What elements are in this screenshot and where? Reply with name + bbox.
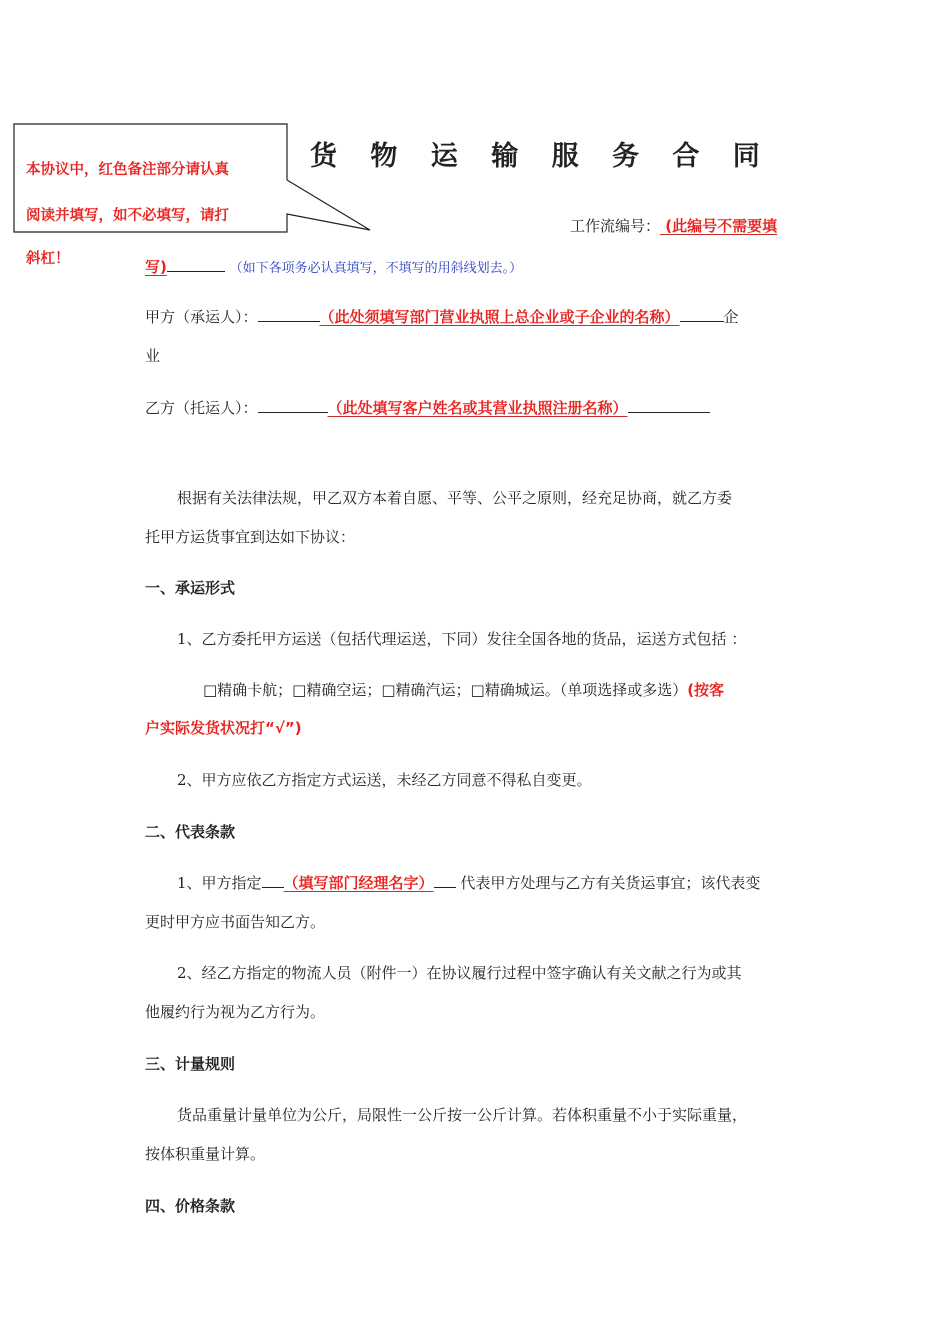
section-1-options-row [203, 679, 724, 700]
intro-line-1: 根据有关法律法规，甲乙双方本着自愿、平等、公平之原则，经充足协商，就乙方委 [177, 489, 733, 507]
workflow-row-2 [145, 256, 522, 277]
party-a-suffix-a: 企 [723, 308, 739, 326]
intro-line-2: 托甲方运货事宜到达如下协议： [145, 528, 356, 546]
party-b-note: （此处填写客户姓名或其营业执照注册名称） [327, 399, 628, 417]
section-2-heading: 二、代表条款 [145, 823, 236, 841]
party-a-label: 甲方（承运人）： [145, 308, 258, 326]
section-4-heading: 四、价格条款 [145, 1197, 236, 1215]
party-a-row [145, 306, 739, 327]
section-2-p1-row [177, 872, 760, 893]
workflow-row [570, 215, 777, 236]
transport-note-a: (按客 [687, 681, 725, 699]
workflow-note-b: 写) [145, 258, 167, 276]
section-2-p1-b: 代表甲方处理与乙方有关货运事宜；该代表变 [460, 874, 761, 892]
callout-line-3: 斜杠！ [26, 251, 70, 267]
callout-line-2: 阅读并填写，如不必填写，请打 [26, 208, 229, 224]
workflow-instruction: （如下各项务必认真填写，不填写的用斜线划去。） [229, 261, 523, 276]
workflow-note-a: (此编号不需要填 [665, 217, 778, 235]
section-2-p1-a: 1、甲方指定 [177, 874, 262, 892]
transport-note-b: 户实际发货状况打“√”) [145, 719, 302, 737]
callout-line-1: 本协议中，红色备注部分请认真 [26, 162, 229, 178]
party-b-label: 乙方（托运人）： [145, 399, 258, 417]
section-2-p2-a: 2、经乙方指定的物流人员（附件一）在协议履行过程中签字确认有关文献之行为或其 [177, 964, 742, 982]
party-a-note: （此处须填写部门营业执照上总企业或子企业的名称） [319, 308, 680, 326]
section-1-p1: 1、乙方委托甲方运送（包括代理运送，下同）发往全国各地的货品，运送方式包括 ： [177, 630, 747, 648]
workflow-label: 工作流编号： [570, 217, 661, 235]
section-2-p2-b: 他履约行为视为乙方行为。 [145, 1003, 326, 1021]
section-3-p1-a: 货品重量计量单位为公斤，局限性一公斤按一公斤计算。若体积重量不小于实际重量， [177, 1106, 748, 1124]
section-1-heading: 一、承运形式 [145, 579, 236, 597]
section-3-heading: 三、计量规则 [145, 1055, 236, 1073]
section-1-p2: 2、甲方应依乙方指定方式运送，未经乙方同意不得私自变更。 [177, 771, 592, 789]
party-a-suffix-b: 业 [145, 347, 161, 365]
representative-note: （填写部门经理名字） [283, 874, 434, 892]
transport-options: □精确卡航；□精确空运；□精确汽运；□精确城运。（单项选择或多选） [203, 681, 688, 699]
section-3-p1-b: 按体积重量计算。 [145, 1145, 266, 1163]
section-2-p1-c: 更时甲方应书面告知乙方。 [145, 913, 326, 931]
document-title: 货 物 运 输 服 务 合 同 [310, 141, 772, 172]
party-b-row [145, 397, 710, 418]
